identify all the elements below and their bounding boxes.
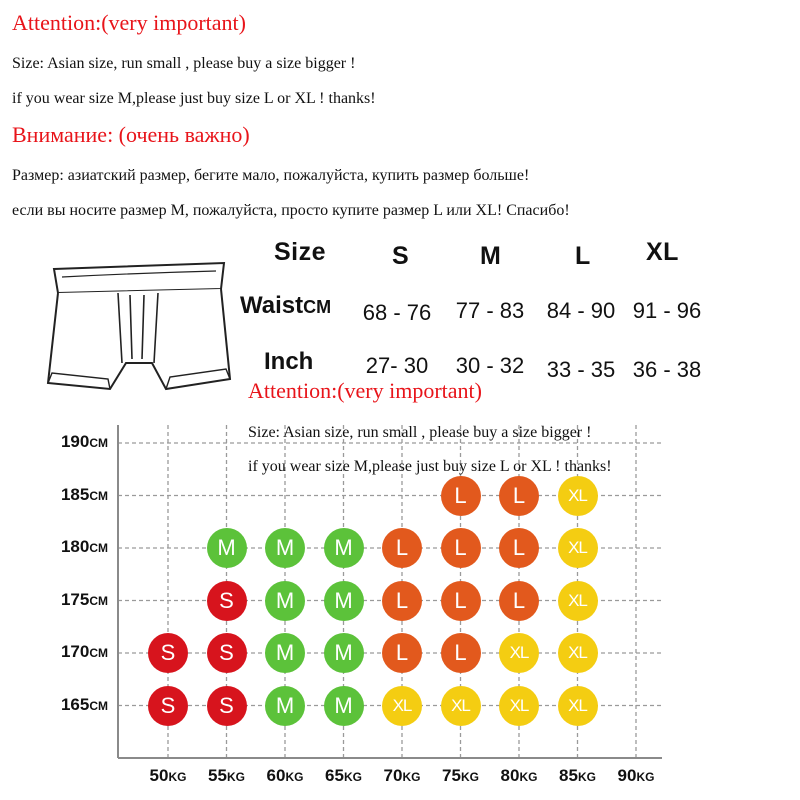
notice-line-ru-2: если вы носите размер M, пожалуйста, просто купите размер L или XL! Спасибо! — [12, 202, 570, 219]
size-badge-l-185cm-75kg: L — [441, 476, 481, 516]
size-badge-m-180cm-55kg: M — [207, 528, 247, 568]
x-tick-unit: KG — [577, 770, 596, 784]
inch-value-m: 30 - 32 — [455, 353, 525, 378]
waist-label-text: Waist — [240, 292, 304, 319]
notice-line-en-repeat-1: Size: Asian size, run small , please buy a size bigger ! — [248, 424, 592, 441]
size-badge-l-175cm-70kg: L — [382, 581, 422, 621]
size-badge-s-170cm-50kg: S — [148, 633, 188, 673]
x-tick-unit: KG — [460, 770, 479, 784]
size-badge-m-175cm-60kg: M — [265, 581, 305, 621]
size-badge-xl-170cm-80kg: XL — [499, 633, 539, 673]
size-badge-xl-165cm-80kg: XL — [499, 686, 539, 726]
y-tick-label-175 — [38, 590, 108, 610]
size-badge-m-180cm-60kg: M — [265, 528, 305, 568]
y-tick-unit: CM — [89, 541, 108, 555]
x-tick-unit: KG — [636, 770, 655, 784]
waist-unit: CM — [303, 297, 332, 317]
x-tick-value: 55 — [208, 766, 227, 785]
x-tick-value: 50 — [149, 766, 169, 785]
notice-line-ru-1: Размер: азиатский размер, бегите мало, пожалуйста, купить размер больше! — [12, 167, 530, 184]
size-badge-m-180cm-65kg: M — [324, 528, 364, 568]
y-tick-label-165 — [38, 695, 108, 715]
attention-title-en-repeat: Attention:(very important) — [248, 378, 482, 403]
inch-value-xl: 36 - 38 — [632, 357, 702, 382]
size-badge-xl-165cm-85kg: XL — [558, 686, 598, 726]
attention-title-ru: Внимание: (очень важно) — [12, 122, 250, 147]
x-tick-value: 80 — [500, 766, 520, 785]
size-badge-xl-165cm-70kg: XL — [382, 686, 422, 726]
size-badge-xl-170cm-85kg: XL — [558, 633, 598, 673]
size-badge-xl-185cm-85kg: XL — [558, 476, 598, 516]
size-badge-m-175cm-65kg: M — [324, 581, 364, 621]
x-tick-label-90 — [606, 766, 666, 786]
size-badge-l-170cm-75kg: L — [441, 633, 481, 673]
size-badge-s-170cm-55kg: S — [207, 633, 247, 673]
size-badge-m-165cm-65kg: M — [324, 686, 364, 726]
size-badge-m-165cm-60kg: M — [265, 686, 305, 726]
notice-line-en-2: if you wear size M,please just buy size L or XL ! thanks! — [12, 90, 376, 107]
x-tick-unit: KG — [168, 770, 187, 784]
waist-value-m: 77 - 83 — [455, 298, 525, 323]
x-tick-unit: KG — [402, 770, 421, 784]
size-badge-l-180cm-70kg: L — [382, 528, 422, 568]
size-badge-xl-165cm-75kg: XL — [441, 686, 481, 726]
x-tick-label-55 — [197, 766, 257, 786]
x-tick-label-70 — [372, 766, 432, 786]
y-tick-value: 180 — [60, 537, 90, 556]
x-tick-value: 75 — [442, 766, 461, 785]
size-badge-l-180cm-75kg: L — [441, 528, 481, 568]
attention-title-en: Attention:(very important) — [12, 10, 246, 35]
size-badge-l-175cm-75kg: L — [441, 581, 481, 621]
size-badge-xl-180cm-85kg: XL — [558, 528, 598, 568]
x-tick-value: 70 — [383, 766, 403, 785]
y-tick-label-190 — [38, 432, 108, 452]
size-badge-xl-175cm-85kg: XL — [558, 581, 598, 621]
x-tick-value: 85 — [559, 766, 578, 785]
y-tick-unit: CM — [89, 646, 108, 660]
size-header-s: S — [392, 242, 410, 270]
size-badge-s-165cm-55kg: S — [207, 686, 247, 726]
size-badge-m-170cm-65kg: M — [324, 633, 364, 673]
y-tick-value: 175 — [60, 589, 90, 609]
y-tick-label-170 — [38, 642, 108, 662]
x-tick-label-75 — [431, 766, 491, 786]
inch-label: Inch — [264, 348, 314, 375]
size-header-label: Size — [274, 238, 327, 266]
waist-value-l: 84 - 90 — [546, 298, 616, 323]
x-tick-label-50 — [138, 766, 198, 786]
y-tick-value: 190 — [60, 432, 90, 451]
x-tick-unit: KG — [226, 770, 245, 784]
y-tick-unit: CM — [89, 488, 108, 503]
inch-value-s: 27- 30 — [365, 353, 429, 378]
inch-value-l: 33 - 35 — [546, 357, 616, 382]
size-badge-l-180cm-80kg: L — [499, 528, 539, 568]
size-header-m: M — [480, 242, 502, 270]
size-badge-l-175cm-80kg: L — [499, 581, 539, 621]
x-tick-label-80 — [489, 766, 549, 786]
size-badge-m-170cm-60kg: M — [265, 633, 305, 673]
notice-line-en-1: Size: Asian size, run small , please buy a size bigger ! — [12, 55, 356, 72]
size-badge-l-185cm-80kg: L — [499, 476, 539, 516]
size-badge-s-165cm-50kg: S — [148, 686, 188, 726]
size-header-xl: XL — [646, 238, 679, 266]
y-tick-value: 185 — [60, 484, 90, 504]
y-tick-unit: CM — [89, 436, 108, 450]
x-tick-label-60 — [255, 766, 315, 786]
x-tick-value: 65 — [325, 766, 344, 785]
size-badge-l-170cm-70kg: L — [382, 633, 422, 673]
y-tick-unit: CM — [89, 593, 108, 608]
x-tick-label-85 — [548, 766, 608, 786]
y-tick-label-185 — [38, 485, 108, 505]
notice-line-en-repeat-2: if you wear size M,please just buy size L or XL ! thanks! — [248, 458, 612, 475]
x-tick-unit: KG — [519, 770, 538, 784]
x-tick-unit: KG — [285, 770, 304, 784]
y-tick-label-180 — [38, 537, 108, 557]
size-badge-s-175cm-55kg: S — [207, 581, 247, 621]
x-tick-label-65 — [314, 766, 374, 786]
x-tick-unit: KG — [343, 770, 362, 784]
y-tick-value: 170 — [60, 642, 90, 661]
size-header-l: L — [575, 242, 591, 270]
waist-value-xl: 91 - 96 — [632, 298, 702, 323]
waist-value-s: 68 - 76 — [362, 300, 432, 325]
y-tick-unit: CM — [89, 698, 108, 713]
x-tick-value: 60 — [266, 766, 286, 785]
y-tick-value: 165 — [60, 694, 90, 714]
x-tick-value: 90 — [617, 766, 637, 785]
